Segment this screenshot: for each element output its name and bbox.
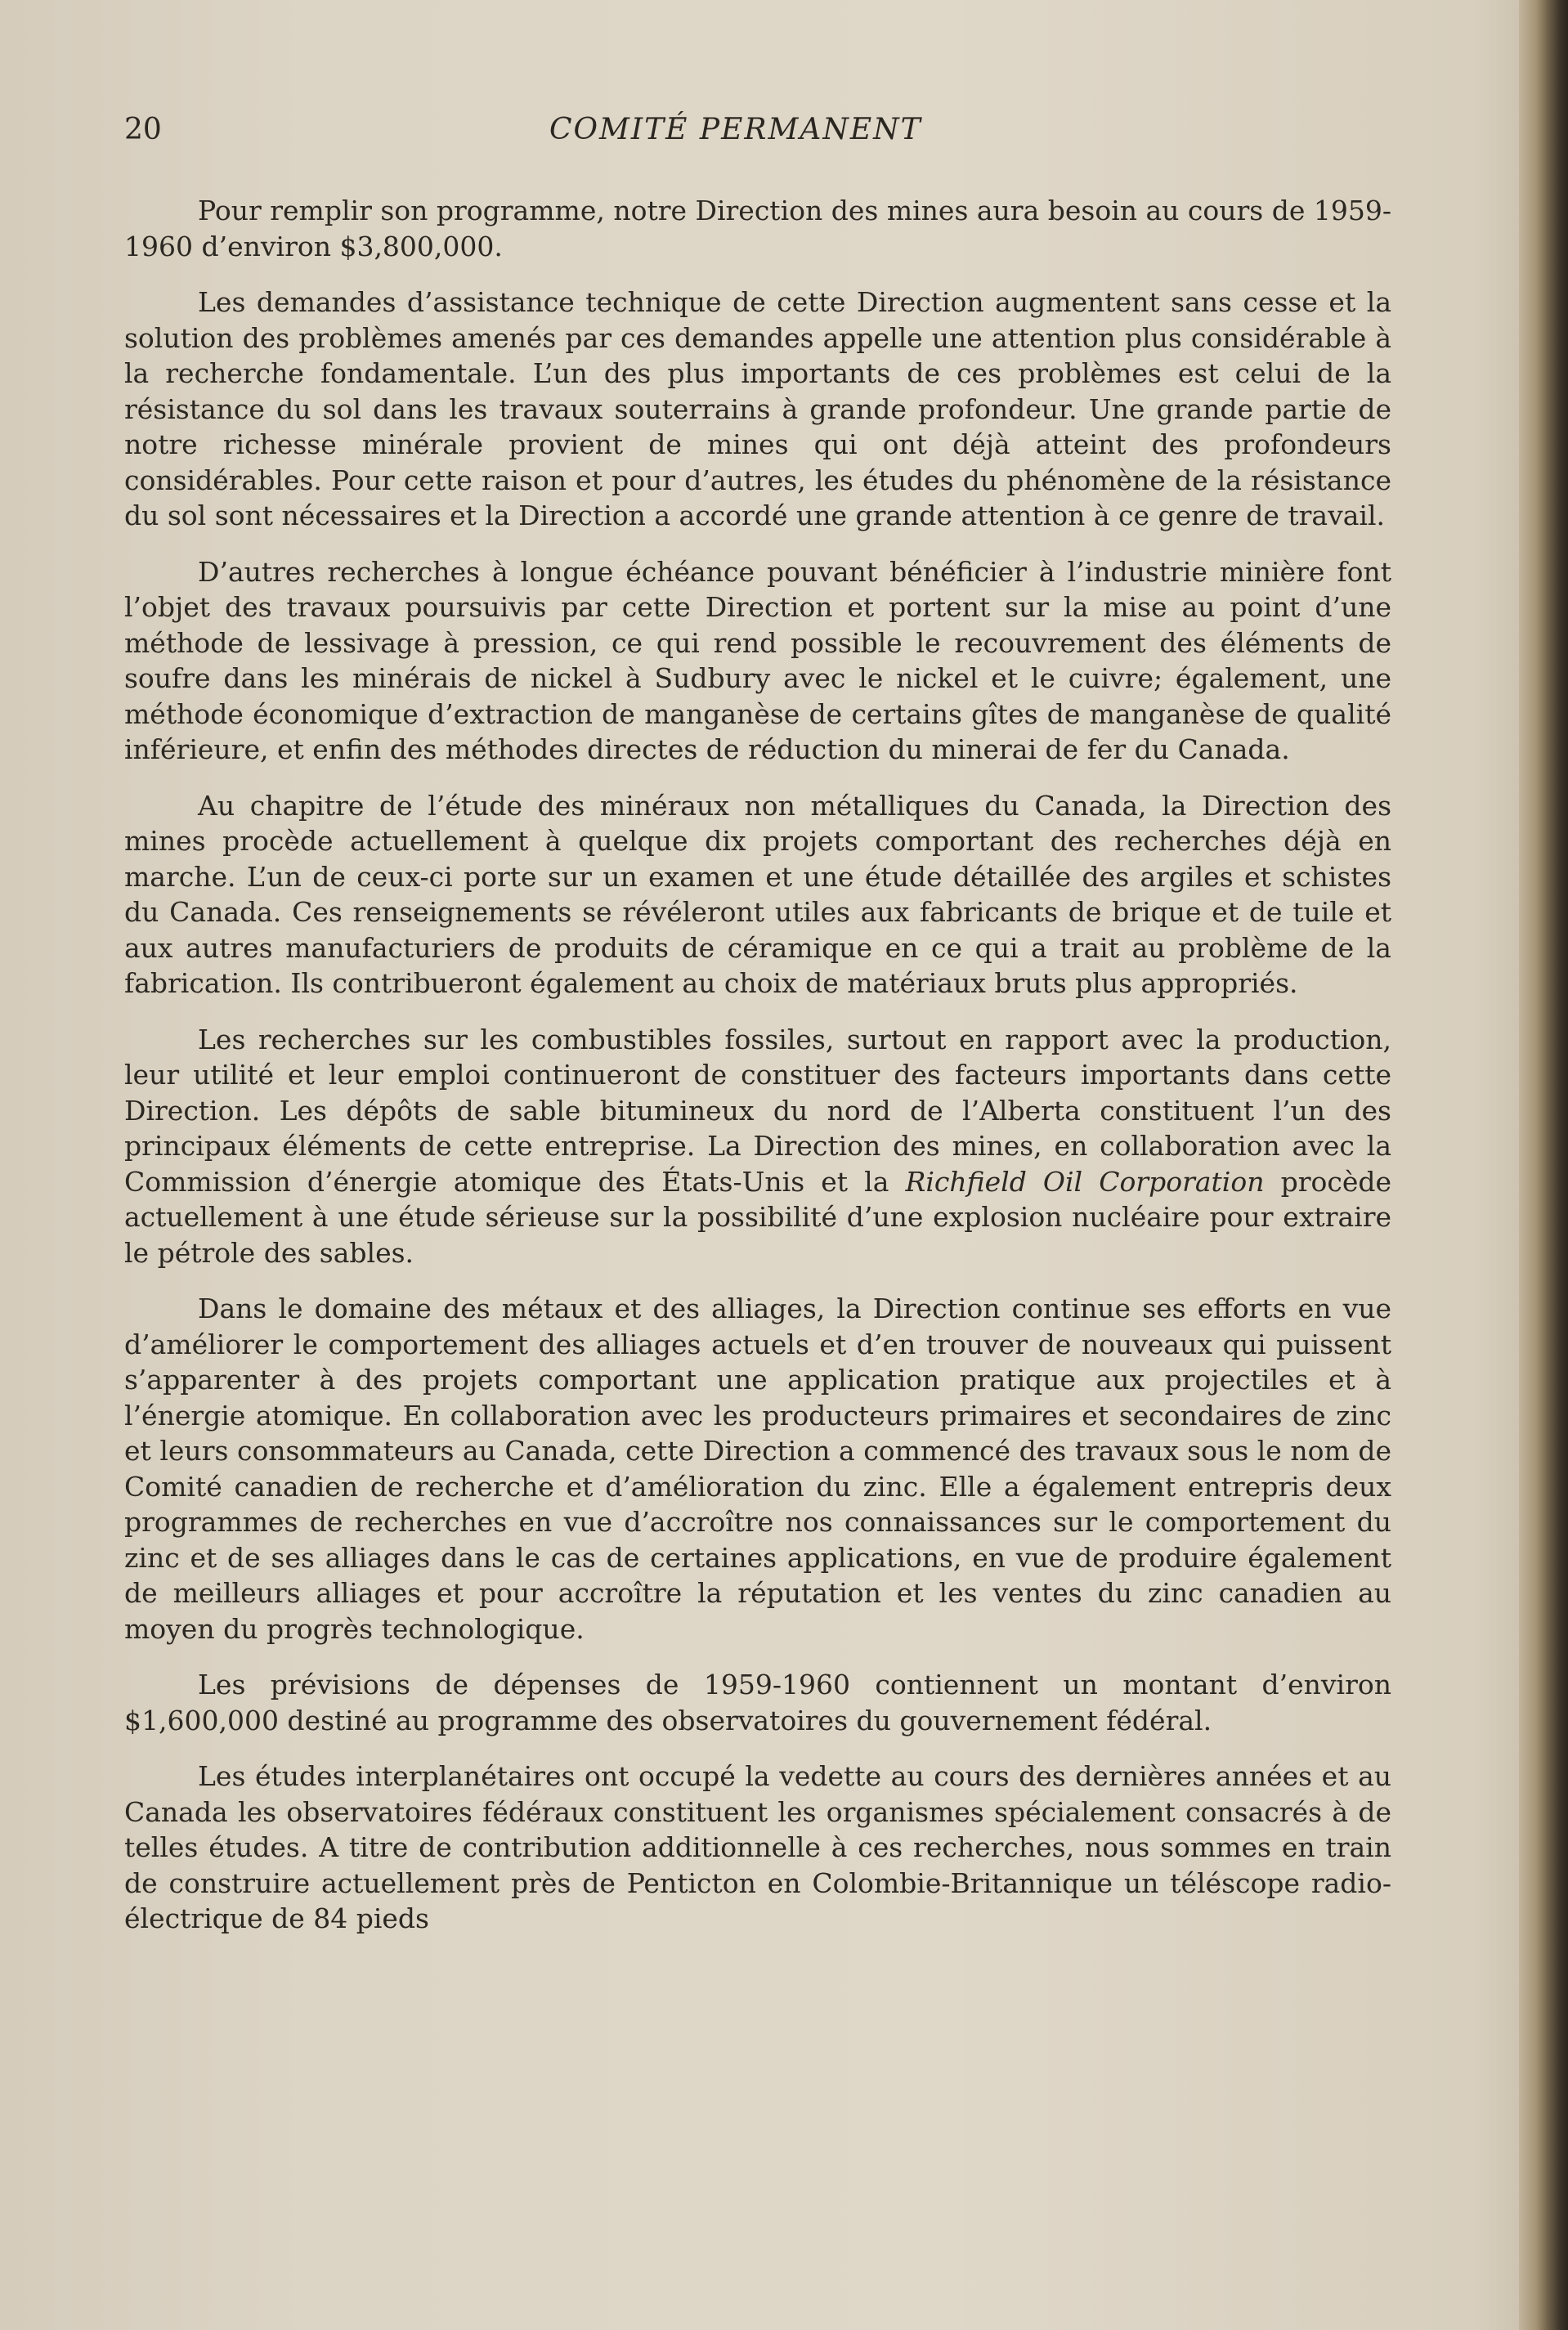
paragraph: Les demandes d’assistance technique de cette Direction augmentent sans cesse et la solution des problèmes amenés par ces demandes appelle une attention plus considérable à la recherche fondamentale. L’un des plus importants de ces problèmes est celui de la résistance du sol dans les travaux souterrains à grande profondeur. Une grande partie de notre richesse minérale provient de mines qui ont déjà atteint des profondeurs considérables. Pour cette raison et pour d’autres, les études du phénomène de la résistance du sol sont nécessaires et la Direction a accordé une grande attention à ce genre de travail.	[124, 286, 1391, 531]
paragraph: Pour remplir son programme, notre Direction des mines aura besoin au cours de 1959-1960 d’environ $3,800,000.	[124, 195, 1391, 262]
running-title: COMITÉ PERMANENT	[549, 113, 922, 146]
company-name: Richfield Oil Corporation	[905, 1165, 1265, 1198]
paragraph: Dans le domaine des métaux et des alliages, la Direction continue ses efforts en vue d’améliorer le comportement des alliages actuels et d’en trouver de nouveaux qui puissent s’apparenter à des projets comportant une application pratique aux projectiles et à l’énergie atomique. En collaboration avec les producteurs primaires et secondaires de zinc et leurs consommateurs au Canada, cette Direction a commencé des travaux sous le nom de Comité canadien de recherche et d’amélioration du zinc. Elle a également entrepris deux programmes de recherches en vue d’accroître nos connaissances sur le comportement du zinc et de ses alliages dans le cas de certaines applications, en vue de produire également de meilleurs alliages et pour accroître la réputation et les ventes du zinc canadien au moyen du progrès technologique.	[124, 1293, 1391, 1645]
paragraph: Les prévisions de dépenses de 1959-1960 contiennent un montant d’environ $1,600,000 destiné au programme des observatoires du gouvernement fédéral.	[124, 1669, 1391, 1736]
book-spine-shadow	[1519, 0, 1568, 2330]
paragraph: Au chapitre de l’étude des minéraux non métalliques du Canada, la Direction des mines procède actuellement à quelque dix projets comportant des recherches déjà en marche. L’un de ceux-ci porte sur un examen et une étude détaillée des argiles et schistes du Canada. Ces renseignements se révéleront utiles aux fabricants de brique et de tuile et aux autres manufacturiers de produits de céramique en ce qui a trait au problème de la fabrication. Ils contribueront également au choix de matériaux bruts plus appropriés.	[124, 789, 1391, 999]
paragraph: D’autres recherches à longue échéance pouvant bénéficier à l’industrie minière font l’objet des travaux poursuivis par cette Direction et portent sur la mise au point d’une méthode de lessivage à pression, ce qui rend possible le recouvrement des éléments de soufre dans les minérais de nickel à Sudbury avec le nickel et le cuivre; également, une méthode économique d’extraction de manganèse de certains gîtes de manganèse de qualité inférieure, et enfin des méthodes directes de réduction du minerai de fer du Canada.	[124, 555, 1391, 765]
paragraph-text-after: procède actuellement à une étude sérieuse sur la possibilité d’une explosion nucléaire pour extraire le pétrole des sables.	[124, 1165, 1391, 1269]
page-header	[124, 113, 1400, 159]
paragraph-text-before: Les recherches sur les combustibles fossiles, surtout en rapport avec la production, leur utilité et leur emploi continueront de constituer des facteurs importants dans cette Direction. Les dépôts de sable bitumineux du nord de l’Alberta constituent l’un des principaux éléments de cette entreprise. La Direction des mines, en collaboration avec la Commission d’énergie atomique des États-Unis et la	[124, 1023, 1391, 1198]
body-text	[124, 193, 1391, 1957]
page-number: 20	[124, 113, 162, 146]
paragraph: Les études interplanétaires ont occupé la vedette au cours des dernières années et au Canada les observatoires fédéraux constituent les organismes spécialement consacrés à de telles études. A titre de contribution additionnelle à ces recherches, nous sommes en train de construire actuellement près de Penticton en Colombie-Britannique un téléscope radio-électrique de 84 pieds	[124, 1760, 1391, 1934]
paragraph	[124, 1022, 1391, 1271]
